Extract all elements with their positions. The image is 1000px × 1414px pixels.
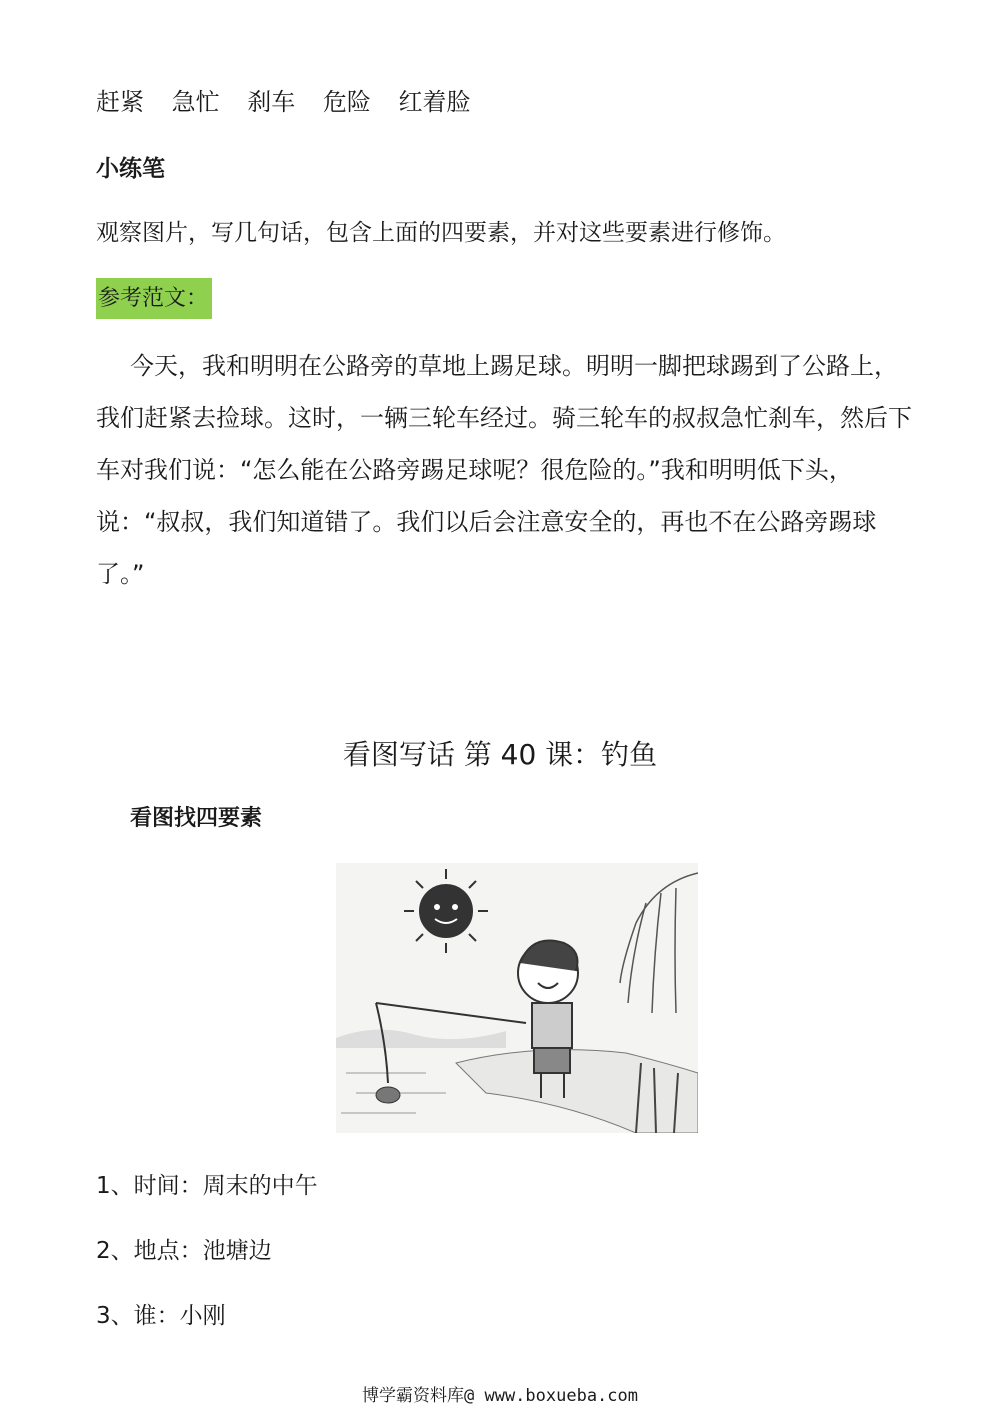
vocab-word: 赶紧	[96, 88, 144, 116]
willow-tree	[620, 873, 698, 1013]
fishing-illustration	[336, 863, 698, 1133]
far-hills	[336, 1030, 506, 1048]
vocab-word: 红着脸	[398, 88, 471, 116]
sun-icon	[404, 869, 488, 953]
model-essay: 今天，我和明明在公路旁的草地上踢足球。明明一脚把球踢到了公路上，我们赶紧去捡球。这时，一辆三轮车经过。骑三轮车的叔叔急忙刹车，然后下车对我们说：“怎么能在公路旁踢足球呢？很危险的。”我和明明低下头，说：“叔叔，我们知道错了。我们以后会注意安全的，再也不在公路旁踢球了。”	[96, 352, 912, 588]
pond-bank	[456, 1050, 698, 1133]
fish-icon	[376, 1087, 400, 1103]
element-item: 1、时间：周末的中午	[96, 1173, 318, 1199]
vocab-word: 危险	[322, 88, 371, 116]
fishing-scene-drawing	[336, 863, 698, 1133]
vocab-word: 刹车	[247, 88, 296, 116]
practice-heading: 小练笔	[96, 156, 165, 182]
vocab-word-list	[96, 82, 491, 117]
footer-watermark: 博学霸资料库@ www.boxueba.com	[362, 1386, 638, 1406]
task-instruction: 观察图片，写几句话，包含上面的四要素，并对这些要素进行修饰。	[96, 220, 786, 246]
element-item: 3、谁：小刚	[96, 1303, 226, 1329]
lesson-title: 看图写话 第 40 课：钓鱼	[342, 738, 658, 771]
find-elements-heading: 看图找四要素	[130, 806, 263, 831]
element-item: 2、地点：池塘边	[96, 1238, 272, 1264]
vocab-word: 急忙	[171, 88, 220, 116]
reference-label: 参考范文：	[96, 278, 212, 319]
